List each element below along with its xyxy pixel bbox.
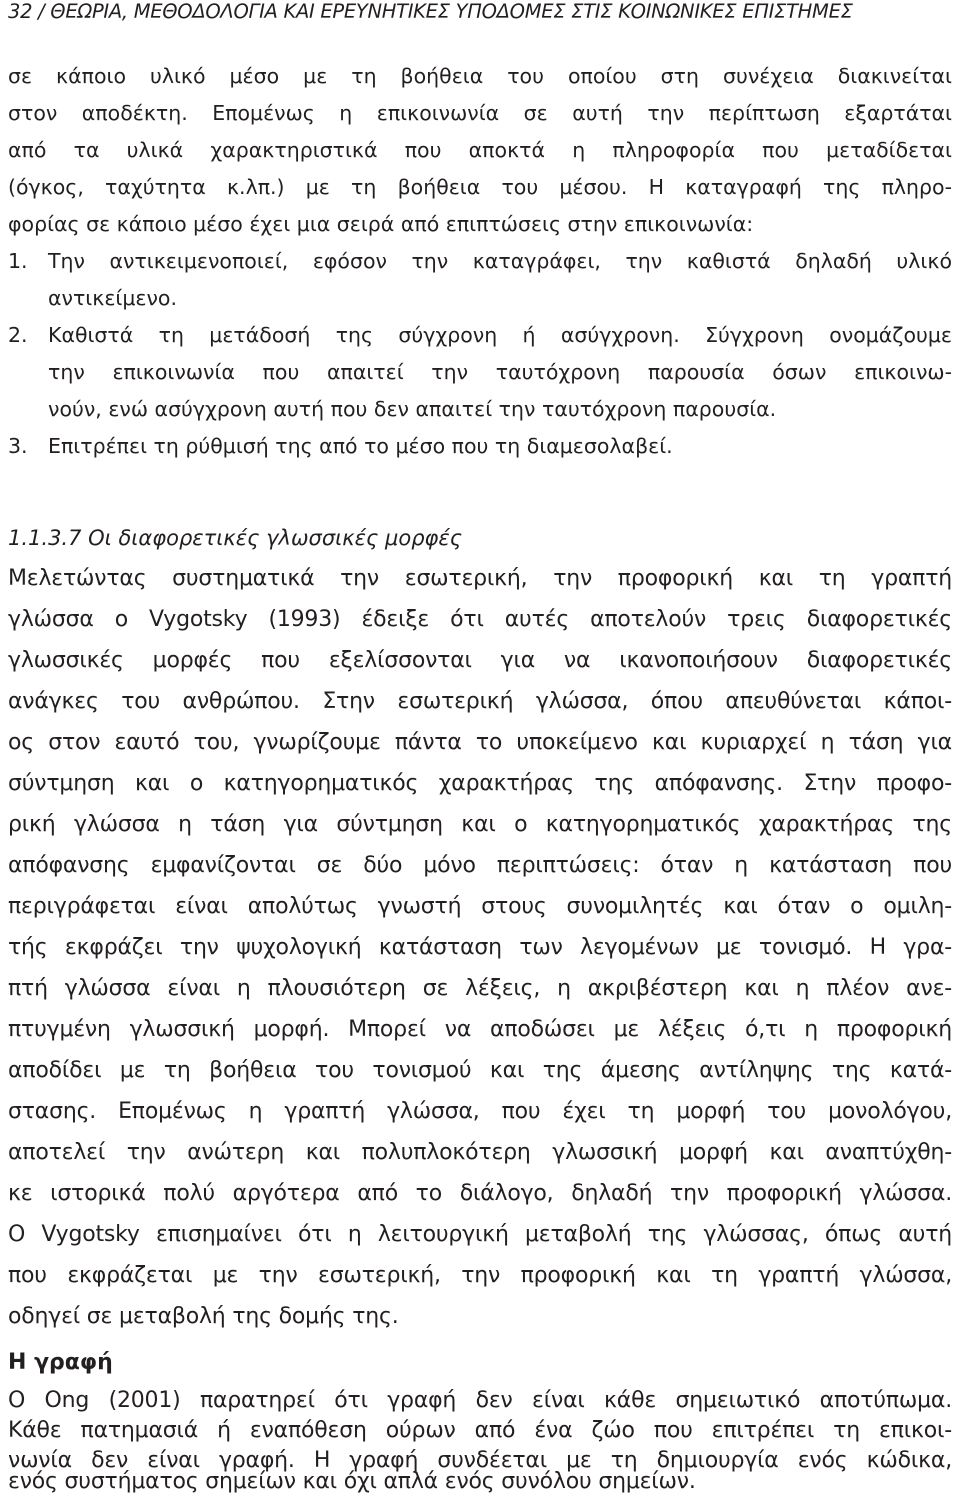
list-item-3-line	[8, 428, 952, 465]
section-line: κε ιστορικά πολύ αργότερα από το διάλογο, δηλαδή την προφορική γλώσσα.	[8, 1181, 952, 1206]
section-line: πτή γλώσσα είναι η πλουσιότερη σε λέξεις, η ακριβέστερη και η πλέον ανε-	[8, 976, 952, 1001]
list-number: 2.	[8, 323, 28, 347]
section-line: Μελετώντας συστηματικά την εσωτερική, την προφορική και τη γραπτή	[8, 566, 952, 591]
list-item-text: Επιτρέπει τη ρύθμισή της από το μέσο που τη διαμεσολαβεί.	[48, 434, 673, 458]
list-item-1-line	[8, 243, 952, 280]
writing-line: Ο Ong (2001) παρατηρεί ότι γραφή δεν είναι κάθε σημειωτικό αποτύπωμα.	[8, 1388, 952, 1413]
list-item-2-line	[8, 317, 952, 354]
list-item-1-line: αντικείμενο.	[48, 286, 177, 310]
section-line: στασης. Επομένως η γραπτή γλώσσα, που έχει τη μορφή του μονολόγου,	[8, 1099, 952, 1124]
section-line: Ο Vygotsky επισημαίνει ότι η λειτουργική μεταβολή της γλώσσας, όπως αυτή	[8, 1222, 952, 1247]
intro-line: από τα υλικά χαρακτηριστικά που αποκτά η πληροφορία που μεταδίδεται	[8, 138, 952, 162]
section-line: γλώσσα ο Vygotsky (1993) έδειξε ότι αυτές αποτελούν τρεις διαφορετικές	[8, 607, 952, 632]
section-line: απόφανσης εμφανίζονται σε δύο μόνο περιπτώσεις: όταν η κατάσταση που	[8, 853, 952, 878]
list-number: 1.	[8, 249, 28, 273]
section-line: ος στον εαυτό του, γνωρίζουμε πάντα το υποκείμενο και κυριαρχεί η τάση για	[8, 730, 952, 755]
section-line: αποδίδει με τη βοήθεια του τονισμού και της άμεσης αντίληψης της κατά-	[8, 1058, 952, 1083]
section-line: σύντμηση και ο κατηγορηματικός χαρακτήρας της απόφανσης. Στην προφο-	[8, 771, 952, 796]
section-line: τής εκφράζει την ψυχολογική κατάσταση των λεγομένων με τονισμό. Η γρα-	[8, 935, 952, 960]
section-heading: 1.1.3.7 Οι διαφορετικές γλωσσικές μορφές	[8, 526, 463, 550]
intro-line: φορίας σε κάποιο μέσο έχει μια σειρά από επιπτώσεις στην επικοινωνία:	[8, 212, 754, 236]
intro-line: στον αποδέκτη. Επομένως η επικοινωνία σε αυτή την περίπτωση εξαρτάται	[8, 101, 952, 125]
list-item-text: Την αντικειμενοποιεί, εφόσον την καταγράφει, την καθιστά δηλαδή υλικό	[48, 249, 952, 273]
section-line: περιγράφεται είναι απολύτως γνωστή στους συνομιλητές και όταν ο ομιλη-	[8, 894, 952, 919]
section-line: οδηγεί σε μεταβολή της δομής της.	[8, 1304, 399, 1329]
subheading-writing: Η γραφή	[8, 1350, 113, 1375]
running-header: 32 / ΘΕΩΡΙΑ, ΜΕΘΟΔΟΛΟΓΙΑ ΚΑΙ ΕΡΕΥΝΗΤΙΚΕΣ ΥΠΟΔΟΜΕΣ ΣΤΙΣ ΚΟΙΝΩΝΙΚΕΣ ΕΠΙΣΤΗΜΕΣ	[8, 0, 853, 23]
section-line: ανάγκες του ανθρώπου. Στην εσωτερική γλώσσα, όπου απευθύνεται κάποι-	[8, 689, 952, 714]
list-item-2-line: την επικοινωνία που απαιτεί την ταυτόχρονη παρουσία όσων επικοινω-	[48, 360, 952, 384]
intro-line: σε κάποιο υλικό μέσο με τη βοήθεια του οποίου στη συνέχεια διακινείται	[8, 64, 952, 88]
list-number: 3.	[8, 434, 28, 458]
list-item-2-line: νούν, ενώ ασύγχρονη αυτή που δεν απαιτεί την ταυτόχρονη παρουσία.	[48, 397, 777, 421]
section-line: ρική γλώσσα η τάση για σύντμηση και ο κατηγορηματικός χαρακτήρας της	[8, 812, 952, 837]
section-line: γλωσσικές μορφές που εξελίσσονται για να ικανοποιήσουν διαφορετικές	[8, 648, 952, 673]
list-item-text: Καθιστά τη μετάδοσή της σύγχρονη ή ασύγχρονη. Σύγχρονη ονομάζουμε	[48, 323, 952, 347]
writing-line: Κάθε πατημασιά ή εναπόθεση ούρων από ένα ζώο που επιτρέπει τη επικοι-	[8, 1418, 952, 1443]
section-line: πτυγμένη γλωσσική μορφή. Μπορεί να αποδώσει με λέξεις ό,τι η προφορική	[8, 1017, 952, 1042]
writing-line: ενός συστήματος σημείων και όχι απλά ενός συνόλου σημείων.	[8, 1469, 696, 1494]
writing-line: νωνία δεν είναι γραφή. Η γραφή συνδέεται με τη δημιουργία ενός κώδικα,	[8, 1448, 952, 1473]
section-line: που εκφράζεται με την εσωτερική, την προφορική και τη γραπτή γλώσσα,	[8, 1263, 952, 1288]
intro-line: (όγκος, ταχύτητα κ.λπ.) με τη βοήθεια του μέσου. Η καταγραφή της πληρο-	[8, 175, 952, 199]
section-line: αποτελεί την ανώτερη και πολυπλοκότερη γλωσσική μορφή και αναπτύχθη-	[8, 1140, 952, 1165]
